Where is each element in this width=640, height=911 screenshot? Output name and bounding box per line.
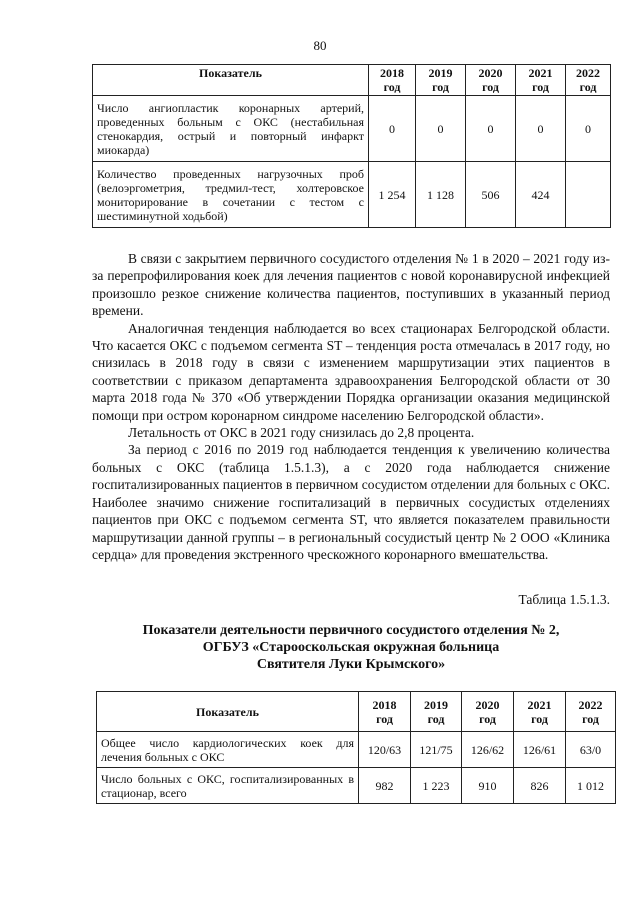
header-year-2022: 2022 год [566,65,611,96]
cell-value: 1 254 [369,162,416,228]
cell-value: 63/0 [566,732,616,768]
cell-value: 0 [516,96,566,162]
table-header-row [97,692,616,732]
cell-value: 1 128 [416,162,466,228]
table-caption: Таблица 1.5.1.3. [518,592,610,607]
cell-value: 826 [514,768,566,804]
cell-value: 120/63 [359,732,411,768]
header-year-2018: 2018 год [359,692,411,732]
cell-value: 0 [369,96,416,162]
header-indicator: Показатель [93,65,369,96]
header-year-2018: 2018 год [369,65,416,96]
cell-value: 506 [466,162,516,228]
table-row [97,768,616,804]
cell-value: 1 012 [566,768,616,804]
table-title-line: Показатели деятельности первичного сосудистого отделения № 2, [142,623,560,638]
header-year-2021: 2021 год [514,692,566,732]
paragraph: Летальность от ОКС в 2021 году снизилась до 2,8 процента. [128,425,475,441]
cell-value: 0 [466,96,516,162]
header-year-2021: 2021 год [516,65,566,96]
paragraph: За период с 2016 по 2019 год наблюдается тенденция к увеличению количества больных с ОКС (таблица 1.5.1.3), а с 2020 года наблюдается снижение госпитализированных пациентов в первичном сосудистом отделении для больных с ОКС. Наиболее значимо снижение госпитализаций в первичных сосудистых отделениях пациентов при ОКС с подъемом сегмента ST, что является показателем правильности маршрутизации данной группы – в региональный сосудистый центр № 2 ООО «Клиника сердца» для проведения экстренного чрескожного коронарного вмешательства. [92,442,610,562]
table-title-line: ОГБУЗ «Старооскольская окружная больница [202,640,500,655]
header-year-2022: 2022 год [566,692,616,732]
header-year-2020: 2020 год [462,692,514,732]
row-label: Общее число кардиологических коек для лечения больных с ОКС [97,732,359,768]
cell-value: 0 [566,96,611,162]
table-row [97,732,616,768]
header-indicator: Показатель [97,692,359,732]
row-label: Число больных с ОКС, госпитализированных в стационар, всего [97,768,359,804]
cell-value: 126/61 [514,732,566,768]
page-number: 80 [313,38,327,53]
cell-value: 121/75 [411,732,462,768]
table-title [92,622,610,673]
cell-value: 1 223 [411,768,462,804]
header-year-2019: 2019 год [411,692,462,732]
cell-value: 424 [516,162,566,228]
table-header-row [93,65,611,96]
header-year-2020: 2020 год [466,65,516,96]
cell-value: 910 [462,768,514,804]
table-row [93,162,611,228]
paragraph: В связи с закрытием первичного сосудистого отделения № 1 в 2020 – 2021 году из-за перепрофилирования коек для лечения пациентов с новой коронавирусной инфекцией произошло резкое снижение количества пациентов, поступивших в указанный период времени. [92,251,610,319]
table-title-line: Святителя Луки Крымского» [256,657,446,672]
row-label: Количество проведенных нагрузочных проб (велоэргометрия, тредмил-тест, холтеровское мониторирование в сочетании с тестом с шестиминутной ходьбой) [93,162,369,228]
table-indicators-2 [96,691,616,804]
cell-value: 982 [359,768,411,804]
cell-value: 0 [416,96,466,162]
cell-value: 126/62 [462,732,514,768]
header-year-2019: 2019 год [416,65,466,96]
paragraph: Аналогичная тенденция наблюдается во всех стационарах Белгородской области. Что касается ОКС с подъемом сегмента ST – тенденция роста отмечалась в 2017 году, но снизилась в 2018 году в связи с изменением маршрутизации этих пациентов в соответствии с приказом департамента здравоохранения Белгородской области от 30 марта 2018 года № 370 «Об утверждении Порядка организации оказания медицинской помощи при остром коронарном синдроме населению Белгородской области». [92,320,610,423]
cell-value [566,162,611,228]
table-row [93,96,611,162]
body-text [92,250,610,563]
row-label: Число ангиопластик коронарных артерий, проведенных больным с ОКС (нестабильная стенокардия, острый и повторный инфаркт миокарда) [93,96,369,162]
table-indicators-1 [92,64,611,228]
